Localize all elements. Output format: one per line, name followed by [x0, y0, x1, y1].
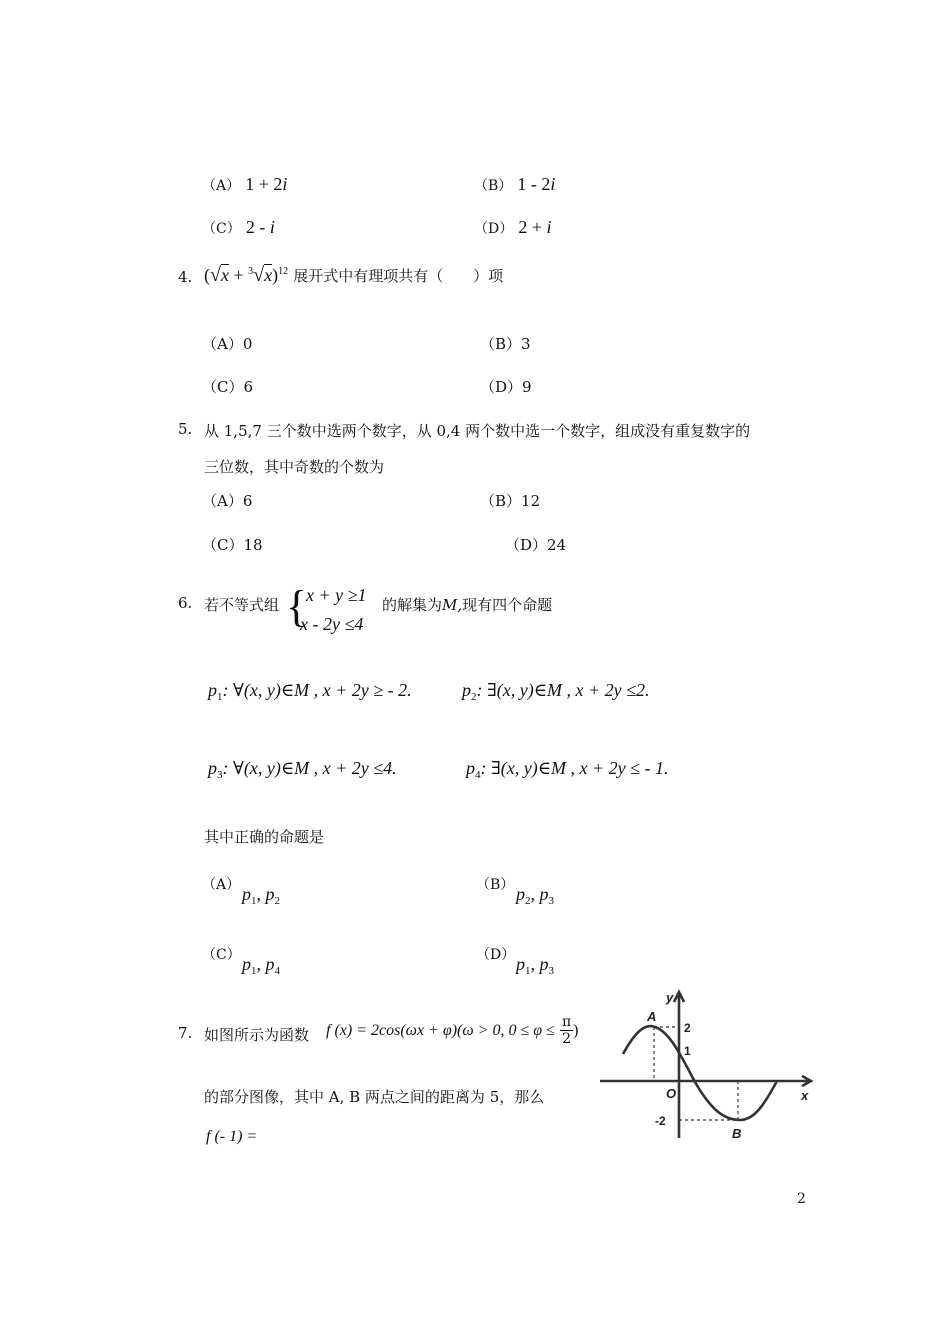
tick-2: 2: [684, 1021, 691, 1035]
q4-stem-text: 展开式中有理项共有（ ）项: [293, 267, 504, 285]
page-number: 2: [797, 1191, 806, 1207]
option-label: （A）: [202, 178, 241, 194]
q5-stem-line1: 从 1,5,7 三个数中选两个数字，从 0,4 两个数中选一个数字，组成没有重复数字的: [204, 422, 751, 440]
q3-option-c: [202, 217, 275, 238]
q6-inequality-1: x + y ≥1: [306, 585, 367, 605]
tick-neg2: -2: [655, 1114, 666, 1128]
q4-option-d: （D）9: [480, 378, 532, 396]
q4-expression: $(√x + ^3√x)^{12}$: [204, 264, 289, 286]
origin-label: O: [666, 1086, 677, 1101]
q7-cosine-graph: [595, 988, 820, 1144]
x-axis-label: x: [801, 1088, 809, 1103]
option-label: （B）: [474, 178, 513, 194]
q6-option-a-value: $p_1$, $p_2$: [242, 884, 280, 907]
q6-option-b-label: （B）: [476, 877, 515, 893]
q6-option-c-value: $p_1$, $p_4$: [242, 954, 280, 977]
q6-option-d-value: $p_1$, $p_3$: [516, 954, 554, 977]
proposition-p3: $p_3$: ∀(x, y)∈M , x + 2y ≤4.: [208, 758, 397, 781]
q3-option-a: [202, 174, 287, 195]
option-value: 2 + i: [518, 217, 552, 237]
option-label: （C）: [202, 221, 241, 237]
q6-prompt: 其中正确的命题是: [204, 828, 325, 846]
option-value: 1 + 2i: [245, 174, 288, 194]
q6-inequality-2: x - 2y ≤4: [300, 614, 364, 634]
proposition-p2: $p_2$: ∃(x, y)∈M , x + 2y ≤2.: [462, 680, 650, 703]
point-a-label: A: [647, 1009, 657, 1024]
q6-option-a-label: （A）: [202, 877, 241, 893]
q4-stem: [204, 264, 503, 287]
q7-stem-line3: f (- 1) =: [206, 1128, 258, 1145]
q6-option-b-value: $p_2$, $p_3$: [516, 884, 554, 907]
q6-suffix: 的解集为M,现有四个命题: [382, 596, 553, 614]
q6-number: 6.: [178, 594, 193, 612]
q5-option-d: （D）24: [505, 536, 567, 554]
q6-option-d-label: （D）: [476, 947, 516, 963]
q7-prefix: 如图所示为函数: [204, 1026, 310, 1044]
q6-brace: {: [286, 582, 308, 631]
q3-option-b: [474, 174, 555, 195]
q5-stem-line2: 三位数，其中奇数的个数为: [204, 458, 385, 476]
q4-number: 4.: [178, 268, 193, 286]
q3-option-d: [474, 217, 552, 238]
q4-option-b: （B）3: [480, 335, 531, 353]
option-label: （D）: [474, 221, 514, 237]
point-b-label: B: [732, 1126, 742, 1141]
tick-1: 1: [684, 1044, 691, 1058]
q7-stem-line2: 的部分图像，其中 A, B 两点之间的距离为 5，那么: [204, 1088, 545, 1106]
q5-option-c: （C）18: [202, 536, 263, 554]
q5-number: 5.: [178, 420, 193, 438]
q6-option-c-label: （C）: [202, 947, 241, 963]
q6-prefix: 若不等式组: [204, 596, 280, 614]
q5-option-b: （B）12: [480, 492, 541, 510]
q7-function: f (x) = 2cos(ωx + φ)(ω > 0, 0 ≤ φ ≤ $\frac{\pi}{2}$ ): [326, 1014, 579, 1047]
proposition-p4: $p_4$: ∃(x, y)∈M , x + 2y ≤ - 1.: [466, 758, 669, 781]
option-value: 2 - i: [245, 217, 275, 237]
proposition-p1: $p_1$: ∀(x, y)∈M , x + 2y ≥ - 2.: [208, 680, 412, 703]
q4-option-c: （C）6: [202, 378, 254, 396]
y-axis-label: y: [666, 990, 674, 1005]
q5-option-a: （A）6: [202, 492, 253, 510]
q7-number: 7.: [178, 1024, 193, 1042]
cosine-curve: [623, 1026, 777, 1120]
q4-option-a: （A）0: [202, 335, 253, 353]
option-value: 1 - 2i: [517, 174, 556, 194]
